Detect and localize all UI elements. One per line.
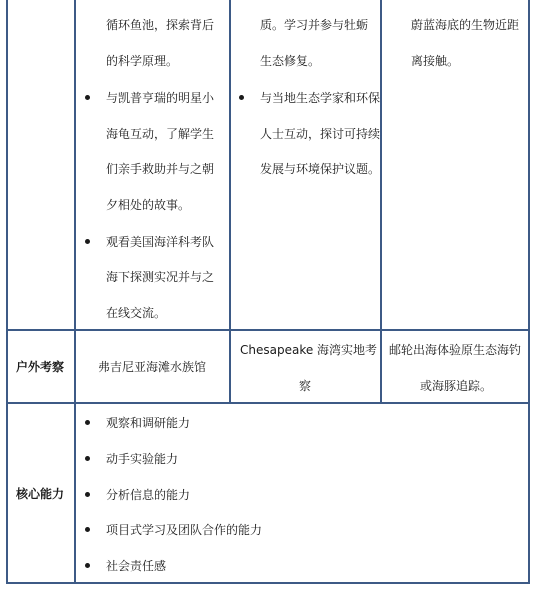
bullet-icon — [85, 563, 90, 568]
bullet-icon — [85, 527, 90, 532]
list-item: 分析信息的能力 — [106, 488, 191, 502]
cell-text-line: 与凯普亨瑞的明星小 — [106, 91, 215, 105]
cell-text-line: 在线交流。 — [106, 306, 167, 320]
cell-text-line: 的科学原理。 — [106, 54, 179, 68]
outdoor-cell-col3-line: 邮轮出海体验原生态海钓 — [389, 343, 522, 357]
row-divider-2 — [6, 402, 530, 404]
list-item: 项目式学习及团队合作的能力 — [106, 523, 263, 537]
row-divider-1 — [6, 329, 530, 331]
cell-text-line: 们亲手救助并与之朝 — [106, 162, 215, 176]
cell-text-line: 与当地生态学家和环保 — [260, 91, 381, 105]
cell-text-line: 质。学习并参与牡蛎 — [260, 18, 369, 32]
column-divider-2 — [229, 0, 231, 404]
cell-text-line: 循环鱼池，探索背后 — [106, 18, 215, 32]
bullet-icon — [85, 239, 90, 244]
outdoor-cell-col2-line: Chesapeake 海湾实地考 — [240, 343, 378, 357]
cell-text-line: 夕相处的故事。 — [106, 198, 191, 212]
column-divider-3 — [380, 0, 382, 404]
cell-text-line: 发展与环境保护议题。 — [260, 162, 381, 176]
cell-text-line: 离接触。 — [411, 54, 460, 68]
row-header-core: 核心能力 — [16, 487, 65, 501]
cell-text-line: 海下探测实况并与之 — [106, 270, 215, 284]
bullet-icon — [85, 95, 90, 100]
outdoor-cell-col2-line: 察 — [299, 379, 312, 393]
cell-text-line: 观看美国海洋科考队 — [106, 235, 215, 249]
column-divider-1 — [74, 0, 76, 584]
bullet-icon — [239, 95, 244, 100]
table-bottom-border — [6, 582, 530, 584]
table-right-border — [528, 0, 530, 584]
list-item: 社会责任感 — [106, 559, 167, 573]
list-item: 观察和调研能力 — [106, 416, 191, 430]
cell-text-line: 海龟互动，了解学生 — [106, 127, 215, 141]
bullet-icon — [85, 456, 90, 461]
outdoor-cell-col1: 弗吉尼亚海滩水族馆 — [98, 360, 207, 374]
bullet-icon — [85, 420, 90, 425]
table-left-border — [6, 0, 8, 584]
cell-text-line: 人士互动，探讨可持续 — [260, 127, 381, 141]
row-header-outdoor: 户外考察 — [16, 360, 65, 374]
list-item: 动手实验能力 — [106, 452, 179, 466]
outdoor-cell-col3-line: 或海豚追踪。 — [420, 379, 493, 393]
bullet-icon — [85, 492, 90, 497]
cell-text-line: 生态修复。 — [260, 54, 321, 68]
cell-text-line: 蔚蓝海底的生物近距 — [411, 18, 520, 32]
